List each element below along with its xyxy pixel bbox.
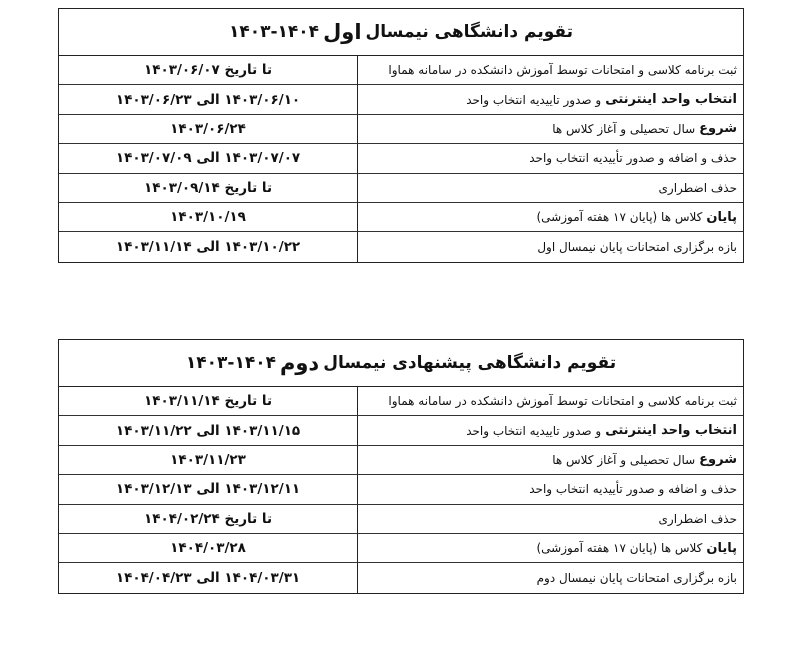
event-keyword: انتخاب واحد اینترنتی [605, 92, 737, 108]
event-date: ۱۴۰۳/۱۱/۱۵ الی ۱۴۰۳/۱۱/۲۲ [115, 422, 301, 439]
event-text: بازه برگزاری امتحانات پایان نیمسال اول [537, 240, 737, 255]
event-text: و صدور تاییدیه انتخاب واحد [466, 92, 602, 107]
table-row [59, 232, 743, 261]
event-text: کلاس ها (پایان ۱۷ هفته آموزشی) [536, 541, 703, 556]
event-description [357, 174, 743, 202]
title-prefix: تقویم دانشگاهی نیمسال [365, 22, 574, 42]
event-date: ۱۴۰۳/۰۶/۲۴ [170, 120, 246, 137]
event-description [357, 475, 743, 503]
table-row [59, 174, 743, 203]
event-description [357, 446, 743, 474]
event-description [357, 56, 743, 84]
table-row [59, 56, 743, 85]
event-text: حذف و اضافه و صدور تأییدیه انتخاب واحد [529, 151, 737, 166]
calendar-semester-1 [58, 8, 744, 263]
event-date: ۱۴۰۳/۱۰/۱۹ [170, 209, 246, 226]
event-description [357, 232, 743, 261]
event-description [357, 416, 743, 444]
event-date: ۱۴۰۳/۱۲/۱۱ الی ۱۴۰۳/۱۲/۱۳ [115, 481, 301, 498]
event-text: حذف اضطراری [658, 180, 737, 195]
table-row [59, 203, 743, 232]
table-row [59, 416, 743, 445]
event-description [357, 505, 743, 533]
event-date: تا تاریخ ۱۴۰۴/۰۲/۲۴ [143, 510, 273, 527]
event-date: تا تاریخ ۱۴۰۳/۱۱/۱۴ [143, 393, 273, 410]
event-date: ۱۴۰۳/۰۷/۰۷ الی ۱۴۰۳/۰۷/۰۹ [115, 150, 301, 167]
event-text: حذف و اضافه و صدور تأییدیه انتخاب واحد [529, 482, 737, 497]
calendar-rows [59, 56, 743, 262]
title-years: ۱۴۰۳-۱۴۰۴ [185, 353, 276, 373]
event-description [357, 387, 743, 415]
title-prefix: تقویم دانشگاهی پیشنهادی نیمسال [323, 353, 617, 373]
title-emphasis: اول [323, 20, 362, 44]
event-date: ۱۴۰۳/۱۱/۲۳ [170, 451, 246, 468]
table-row [59, 446, 743, 475]
table-row [59, 475, 743, 504]
calendar-title [59, 9, 743, 56]
table-row [59, 144, 743, 173]
event-date: تا تاریخ ۱۴۰۳/۰۶/۰۷ [143, 62, 273, 79]
event-keyword: پایان [706, 540, 737, 556]
event-keyword: پایان [706, 209, 737, 225]
event-date: تا تاریخ ۱۴۰۳/۰۹/۱۴ [143, 179, 273, 196]
event-description [357, 85, 743, 113]
event-keyword: شروع [699, 121, 737, 137]
table-row [59, 563, 743, 592]
calendar-title [59, 340, 743, 387]
table-row [59, 505, 743, 534]
event-date: ۱۴۰۳/۱۰/۲۲ الی ۱۴۰۳/۱۱/۱۴ [115, 239, 301, 256]
event-text: ثبت برنامه کلاسی و امتحانات توسط آموزش دانشکده در سامانه هماوا [388, 63, 737, 78]
event-description [357, 203, 743, 231]
event-text: و صدور تاییدیه انتخاب واحد [466, 423, 602, 438]
calendar-semester-2 [58, 339, 744, 594]
table-row [59, 387, 743, 416]
event-date: ۱۴۰۴/۰۳/۲۸ [170, 540, 246, 557]
event-text: بازه برگزاری امتحانات پایان نیمسال دوم [536, 571, 737, 586]
event-date: ۱۴۰۳/۰۶/۱۰ الی ۱۴۰۳/۰۶/۲۳ [115, 91, 301, 108]
event-keyword: شروع [699, 452, 737, 468]
table-row [59, 534, 743, 563]
table-row [59, 85, 743, 114]
event-description [357, 563, 743, 592]
calendar-rows [59, 387, 743, 593]
table-row [59, 115, 743, 144]
event-keyword: انتخاب واحد اینترنتی [605, 423, 737, 439]
event-text: حذف اضطراری [658, 511, 737, 526]
event-description [357, 115, 743, 143]
event-text: کلاس ها (پایان ۱۷ هفته آموزشی) [536, 210, 703, 225]
event-description [357, 534, 743, 562]
event-text: سال تحصیلی و آغاز کلاس ها [552, 452, 696, 467]
title-emphasis: دوم [279, 351, 320, 375]
title-years: ۱۴۰۳-۱۴۰۴ [228, 22, 320, 42]
event-text: ثبت برنامه کلاسی و امتحانات توسط آموزش دانشکده در سامانه هماوا [388, 394, 737, 409]
event-text: سال تحصیلی و آغاز کلاس ها [552, 121, 696, 136]
event-description [357, 144, 743, 172]
event-date: ۱۴۰۴/۰۳/۳۱ الی ۱۴۰۴/۰۴/۲۳ [115, 570, 301, 587]
